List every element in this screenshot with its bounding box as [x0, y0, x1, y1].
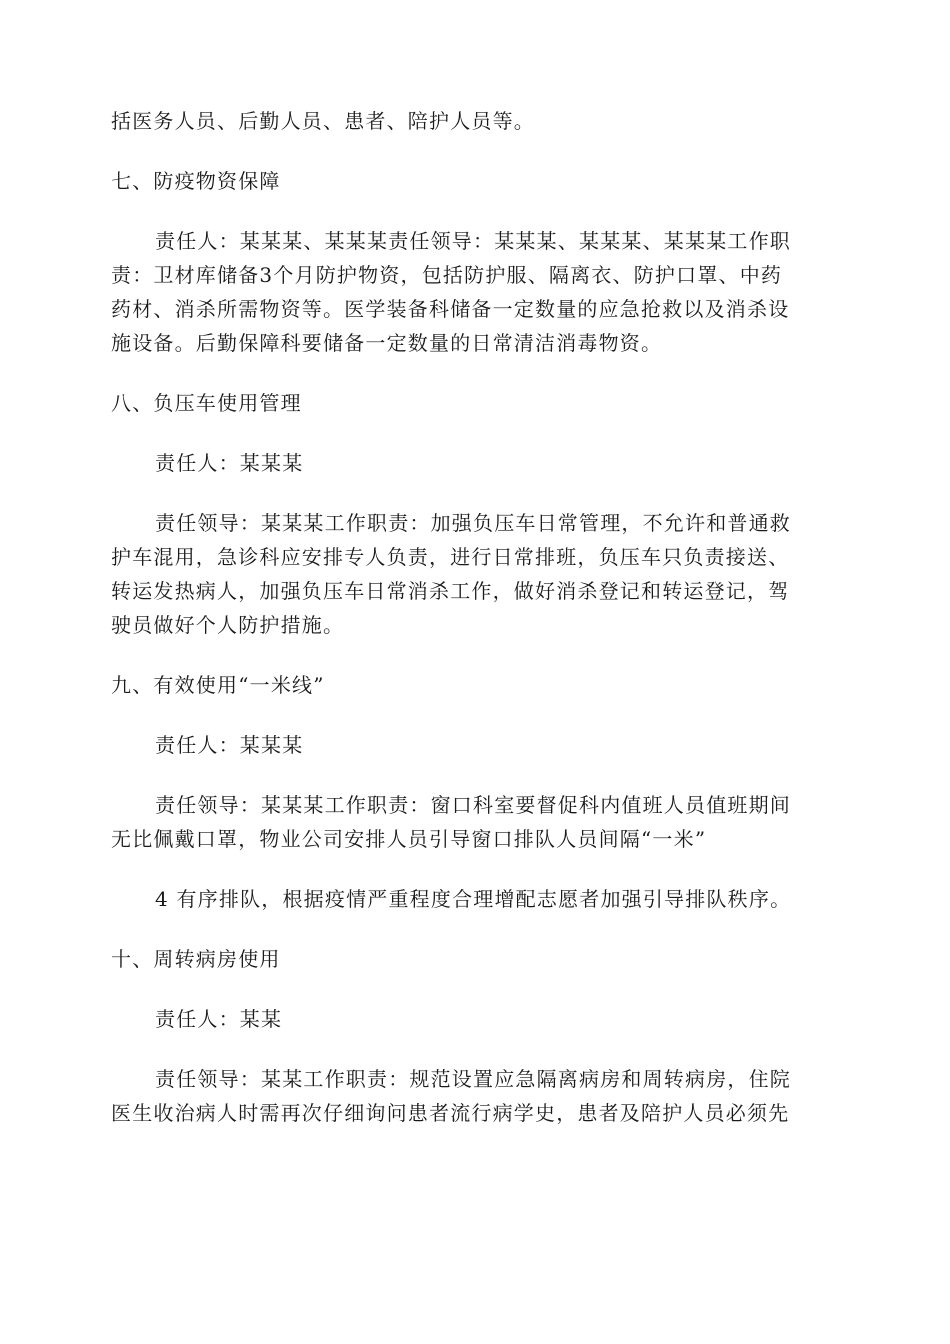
responsible-person: 责任人：某某 [155, 1007, 283, 1031]
paragraph-line: 药材、消杀所需物资等。医学装备科储备一定数量的应急抢救以及消杀设 [111, 297, 790, 321]
section-heading-8: 八、负压车使用管理 [111, 391, 302, 415]
paragraph-line: 无比佩戴口罩，物业公司安排人员引导窗口排队人员间隔“一米” [111, 827, 707, 851]
paragraph-line: 责任领导：某某某工作职责：窗口科室要督促科内值班人员值班期间 [155, 793, 791, 817]
document-page [111, 104, 839, 1130]
paragraph-line: 驶员做好个人防护措施。 [111, 613, 345, 637]
section-heading-10: 十、周转病房使用 [111, 947, 281, 971]
paragraph-line: 护车混用，急诊科应安排专人负责，进行日常排班，负压车只负责接送、 [111, 545, 790, 569]
paragraph-line: 转运发热病人，加强负压车日常消杀工作，做好消杀登记和转运登记，驾 [111, 579, 790, 603]
paragraph-line: 责任领导：某某某工作职责：加强负压车日常管理，不允许和普通救 [155, 511, 791, 535]
paragraph-line: 责任人：某某某、某某某责任领导：某某某、某某某、某某某工作职 [155, 229, 791, 253]
responsible-person: 责任人：某某某 [155, 451, 304, 475]
section-heading-9: 九、有效使用“一米线” [111, 673, 325, 697]
paragraph-line: 医生收治病人时需再次仔细询问患者流行病学史，患者及陪护人员必须先 [111, 1101, 790, 1125]
paragraph-line: 施设备。后勤保障科要储备一定数量的日常清洁消毒物资。 [111, 331, 663, 355]
responsible-person: 责任人：某某某 [155, 733, 304, 757]
paragraph-line: 4 有序排队，根据疫情严重程度合理增配志愿者加强引导排队秩序。 [155, 887, 792, 911]
paragraph-line: 责：卫材库储备3个月防护物资，包括防护服、隔离衣、防护口罩、中药 [111, 263, 783, 287]
paragraph-line: 责任领导：某某工作职责：规范设置应急隔离病房和周转病房，住院 [155, 1067, 791, 1091]
paragraph-line: 括医务人员、后勤人员、患者、陪护人员等。 [111, 109, 535, 133]
section-heading-7: 七、防疫物资保障 [111, 169, 281, 193]
